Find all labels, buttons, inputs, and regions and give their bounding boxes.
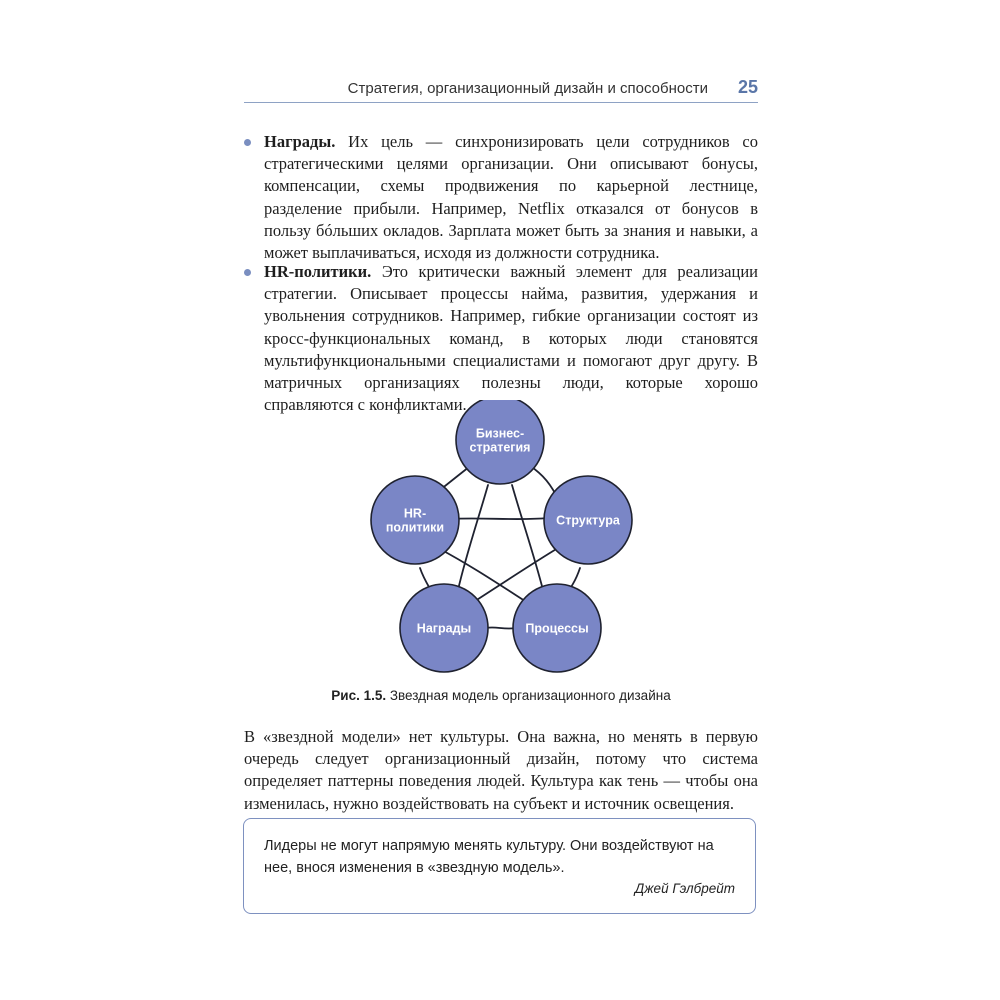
- diagram-nodes: [371, 400, 632, 672]
- bullet-text: [264, 131, 758, 264]
- figure-caption: [244, 688, 758, 703]
- quote-text: Лидеры не могут напрямую менять культуру. Они воздействуют на нее, внося изменения в «звездную модель».: [264, 838, 714, 876]
- node-label-left: HR-: [403, 506, 427, 521]
- bullet-body: Их цель — синхронизировать цели сотрудников со стратегическими целями организации. Они описывают бонусы, компенсации, схемы продвижения по карьерной лестнице, разделение прибыли. Например, Netflix отказался от бонусов в пользу бóльших окладов. Зарплата может быть за знания и навыки, а может выплачиваться, исходя из должности сотрудника.: [264, 132, 758, 263]
- quote-author: Джей Гэлбрейт: [634, 881, 735, 896]
- node-label-top: Бизнес-: [475, 426, 525, 441]
- bullet-term: HR-политики.: [264, 262, 372, 281]
- node-label-bottom-right: Процессы: [525, 621, 589, 636]
- node-label-top: стратегия: [469, 440, 531, 455]
- link-left-right: [448, 518, 548, 519]
- star-model-diagram: [340, 400, 660, 690]
- quote-box: [243, 818, 756, 914]
- header-divider: [244, 102, 758, 103]
- bullet-text: [264, 261, 758, 416]
- node-label-bottom-left: Награды: [416, 621, 472, 636]
- bullet-body: Это критически важный элемент для реализации стратегии. Описывает процессы найма, развития, удержания и увольнения сотрудников. Например, гибкие организации состоят из кросс-функциональных команд, в которых люди становятся мультифункциональными специалистами и помогают друг другу. В матричных организациях полезны люди, которые хорошо справляются с конфликтами.: [264, 262, 758, 415]
- bullet-dot-icon: [244, 269, 251, 276]
- node-label-right: Структура: [556, 513, 620, 528]
- node-label-left: политики: [385, 520, 445, 535]
- figure-label: Рис. 1.5.: [331, 688, 387, 703]
- link-bottom-left-bottom-right: [486, 627, 516, 628]
- bullet-dot-icon: [244, 139, 251, 146]
- running-header-title: Стратегия, организационный дизайн и способности: [347, 80, 708, 97]
- bullet-term: Награды.: [264, 132, 336, 151]
- running-header: [244, 78, 758, 100]
- figure-caption-text: Звездная модель организационного дизайна: [386, 688, 671, 703]
- body-paragraph: В «звездной модели» нет культуры. Она важна, но менять в первую очередь следует организационный дизайн, потому что система определяет паттерны поведения людей. Культура как тень — чтобы она изменилась, нужно воздействовать на субъект и источник освещения.: [244, 727, 758, 813]
- page-number: 25: [737, 77, 758, 97]
